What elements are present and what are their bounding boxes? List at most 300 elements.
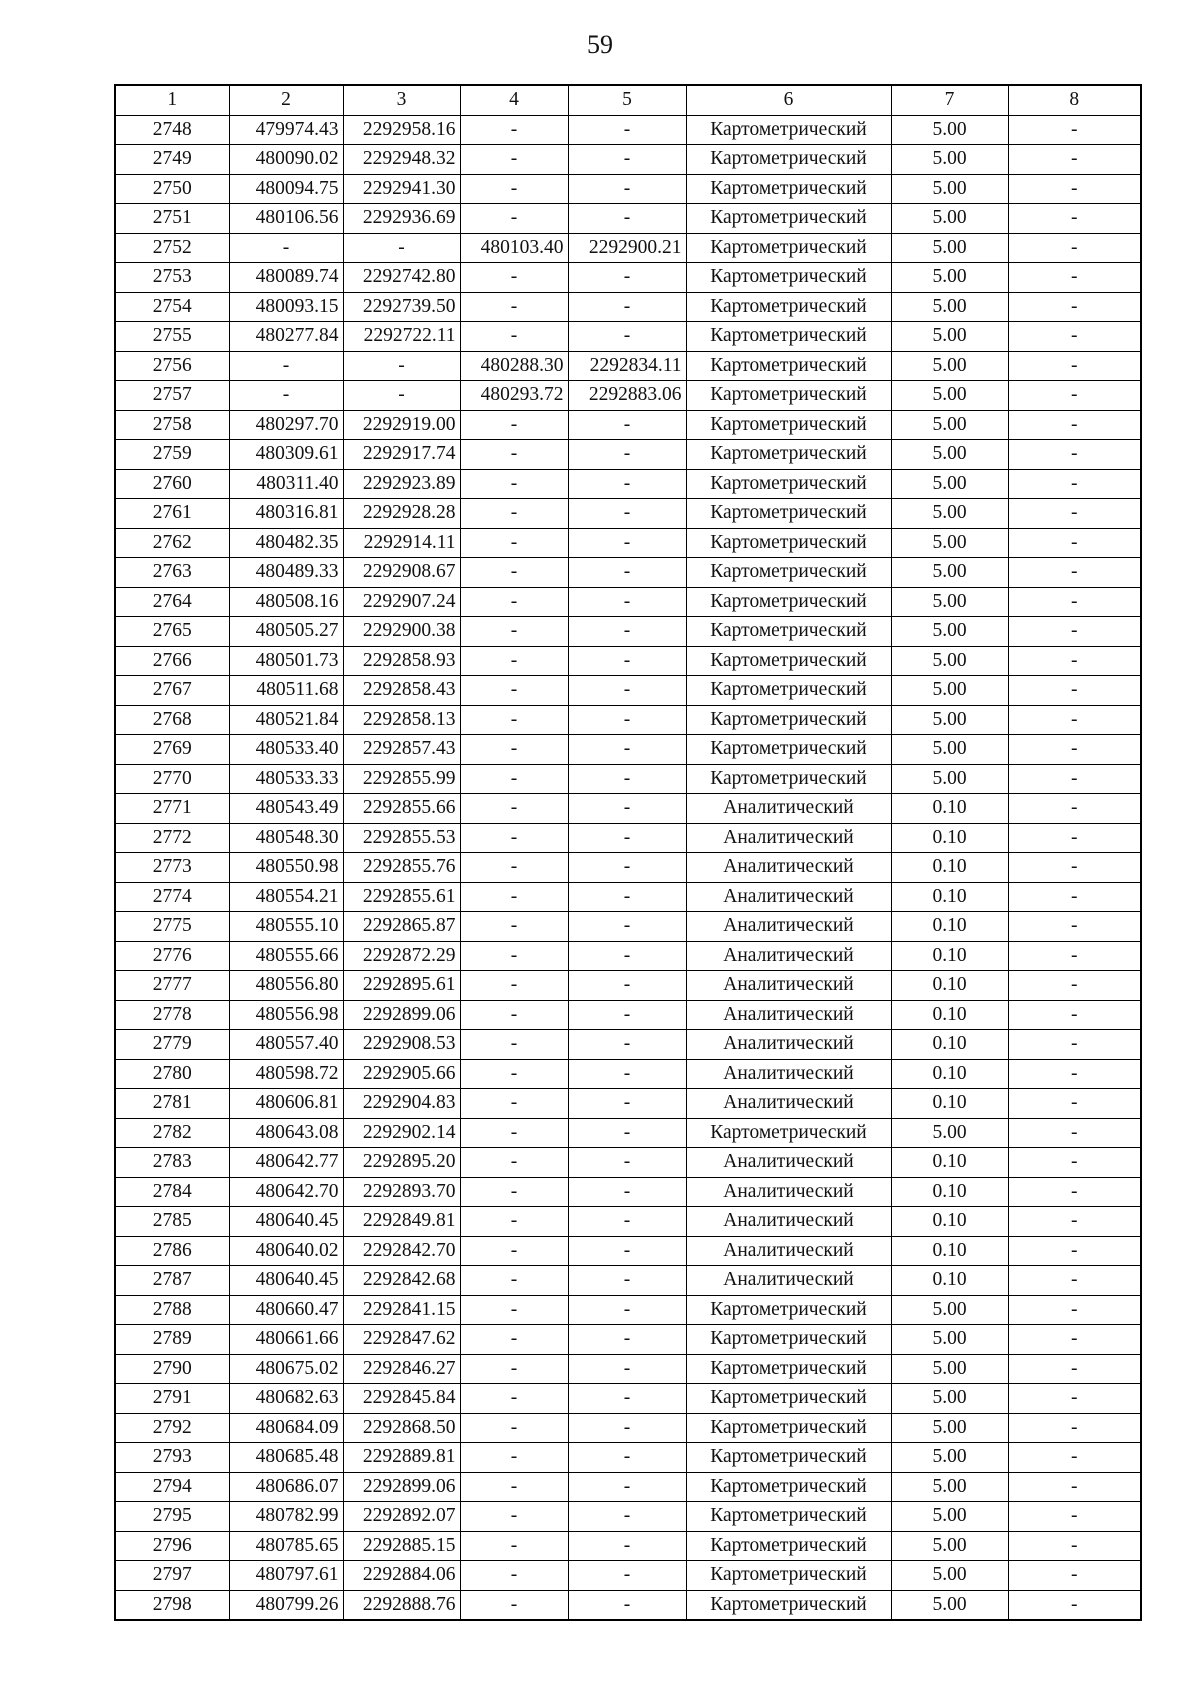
accuracy-cell: 0.10 [891,794,1008,824]
y-coordinate-alt-cell: - [568,322,686,352]
point-number-cell: 2767 [115,676,229,706]
point-number-cell: 2757 [115,381,229,411]
x-coordinate-cell: 480297.70 [229,410,343,440]
table-row [115,233,1141,263]
table-row [115,1000,1141,1030]
table-row [115,853,1141,883]
note-cell: - [1008,499,1141,529]
table-row [115,912,1141,942]
y-coordinate-cell: 2292908.53 [343,1030,460,1060]
method-cell: Аналитический [686,823,891,853]
note-cell: - [1008,233,1141,263]
x-coordinate-alt-cell: - [460,941,568,971]
accuracy-cell: 0.10 [891,912,1008,942]
accuracy-cell: 5.00 [891,676,1008,706]
table-row [115,1059,1141,1089]
x-coordinate-cell: 480640.45 [229,1207,343,1237]
note-cell: - [1008,145,1141,175]
y-coordinate-alt-cell: - [568,1177,686,1207]
y-coordinate-alt-cell: - [568,1000,686,1030]
method-cell: Аналитический [686,794,891,824]
x-coordinate-alt-cell: - [460,1590,568,1620]
table-row [115,646,1141,676]
method-cell: Картометрический [686,322,891,352]
x-coordinate-alt-cell: - [460,794,568,824]
note-cell: - [1008,204,1141,234]
y-coordinate-alt-cell: - [568,587,686,617]
y-coordinate-alt-cell: - [568,646,686,676]
y-coordinate-cell: 2292872.29 [343,941,460,971]
y-coordinate-alt-cell: - [568,1030,686,1060]
accuracy-cell: 0.10 [891,1266,1008,1296]
table-row [115,440,1141,470]
method-cell: Картометрический [686,1413,891,1443]
method-cell: Картометрический [686,617,891,647]
y-coordinate-alt-cell: 2292900.21 [568,233,686,263]
note-cell: - [1008,1502,1141,1532]
table-row [115,971,1141,1001]
y-coordinate-cell: 2292923.89 [343,469,460,499]
table-row [115,1561,1141,1591]
x-coordinate-cell: 479974.43 [229,115,343,145]
x-coordinate-alt-cell: - [460,587,568,617]
point-number-cell: 2786 [115,1236,229,1266]
x-coordinate-cell: 480543.49 [229,794,343,824]
y-coordinate-cell: 2292845.84 [343,1384,460,1414]
y-coordinate-alt-cell: 2292834.11 [568,351,686,381]
x-coordinate-alt-cell: - [460,410,568,440]
table-row [115,558,1141,588]
method-cell: Картометрический [686,1354,891,1384]
accuracy-cell: 5.00 [891,322,1008,352]
accuracy-cell: 0.10 [891,1000,1008,1030]
note-cell: - [1008,410,1141,440]
y-coordinate-cell: 2292858.13 [343,705,460,735]
column-header: 6 [686,85,891,115]
method-cell: Картометрический [686,1472,891,1502]
y-coordinate-cell: 2292858.93 [343,646,460,676]
method-cell: Картометрический [686,292,891,322]
x-coordinate-cell: 480554.21 [229,882,343,912]
method-cell: Аналитический [686,1266,891,1296]
x-coordinate-alt-cell: - [460,145,568,175]
accuracy-cell: 5.00 [891,381,1008,411]
table-row [115,1295,1141,1325]
accuracy-cell: 5.00 [891,705,1008,735]
y-coordinate-cell: 2292855.76 [343,853,460,883]
table-row [115,1325,1141,1355]
accuracy-cell: 0.10 [891,971,1008,1001]
y-coordinate-alt-cell: - [568,853,686,883]
y-coordinate-cell: 2292855.53 [343,823,460,853]
y-coordinate-cell: 2292742.80 [343,263,460,293]
x-coordinate-cell: 480521.84 [229,705,343,735]
table-row [115,617,1141,647]
y-coordinate-alt-cell: - [568,1561,686,1591]
point-number-cell: 2756 [115,351,229,381]
y-coordinate-alt-cell: - [568,764,686,794]
x-coordinate-alt-cell: - [460,1118,568,1148]
table-row [115,823,1141,853]
table-row [115,1413,1141,1443]
table-row [115,469,1141,499]
x-coordinate-alt-cell: - [460,292,568,322]
point-number-cell: 2793 [115,1443,229,1473]
point-number-cell: 2779 [115,1030,229,1060]
y-coordinate-alt-cell: - [568,558,686,588]
table-row [115,322,1141,352]
x-coordinate-cell: 480606.81 [229,1089,343,1119]
x-coordinate-cell: 480501.73 [229,646,343,676]
y-coordinate-cell: 2292948.32 [343,145,460,175]
table-row [115,882,1141,912]
accuracy-cell: 0.10 [891,1089,1008,1119]
point-number-cell: 2764 [115,587,229,617]
accuracy-cell: 0.10 [891,823,1008,853]
method-cell: Картометрический [686,410,891,440]
point-number-cell: 2784 [115,1177,229,1207]
x-coordinate-cell: 480799.26 [229,1590,343,1620]
y-coordinate-cell: 2292936.69 [343,204,460,234]
point-number-cell: 2775 [115,912,229,942]
y-coordinate-cell: 2292889.81 [343,1443,460,1473]
table-row [115,1148,1141,1178]
point-number-cell: 2755 [115,322,229,352]
method-cell: Картометрический [686,204,891,234]
column-header: 7 [891,85,1008,115]
x-coordinate-alt-cell: - [460,469,568,499]
accuracy-cell: 5.00 [891,410,1008,440]
table-row [115,204,1141,234]
note-cell: - [1008,676,1141,706]
y-coordinate-alt-cell: - [568,617,686,647]
x-coordinate-cell: 480557.40 [229,1030,343,1060]
note-cell: - [1008,1561,1141,1591]
point-number-cell: 2777 [115,971,229,1001]
method-cell: Картометрический [686,115,891,145]
point-number-cell: 2762 [115,528,229,558]
point-number-cell: 2794 [115,1472,229,1502]
x-coordinate-cell: 480089.74 [229,263,343,293]
note-cell: - [1008,1089,1141,1119]
x-coordinate-cell: 480548.30 [229,823,343,853]
x-coordinate-alt-cell: - [460,204,568,234]
y-coordinate-cell: 2292722.11 [343,322,460,352]
x-coordinate-alt-cell: - [460,1236,568,1266]
method-cell: Картометрический [686,558,891,588]
y-coordinate-cell: 2292847.62 [343,1325,460,1355]
method-cell: Аналитический [686,1089,891,1119]
note-cell: - [1008,1059,1141,1089]
y-coordinate-alt-cell: - [568,263,686,293]
note-cell: - [1008,735,1141,765]
y-coordinate-cell: - [343,233,460,263]
accuracy-cell: 5.00 [891,1561,1008,1591]
table-row [115,1118,1141,1148]
table-row [115,292,1141,322]
method-cell: Аналитический [686,1177,891,1207]
method-cell: Аналитический [686,1000,891,1030]
x-coordinate-cell: 480489.33 [229,558,343,588]
accuracy-cell: 0.10 [891,1059,1008,1089]
y-coordinate-cell: 2292865.87 [343,912,460,942]
x-coordinate-cell: 480106.56 [229,204,343,234]
y-coordinate-cell: 2292842.70 [343,1236,460,1266]
y-coordinate-alt-cell: 2292883.06 [568,381,686,411]
method-cell: Аналитический [686,1059,891,1089]
point-number-cell: 2791 [115,1384,229,1414]
note-cell: - [1008,528,1141,558]
y-coordinate-cell: - [343,351,460,381]
accuracy-cell: 5.00 [891,1295,1008,1325]
method-cell: Картометрический [686,735,891,765]
y-coordinate-alt-cell: - [568,912,686,942]
x-coordinate-cell: 480511.68 [229,676,343,706]
method-cell: Аналитический [686,853,891,883]
point-number-cell: 2781 [115,1089,229,1119]
point-number-cell: 2748 [115,115,229,145]
y-coordinate-alt-cell: - [568,410,686,440]
point-number-cell: 2785 [115,1207,229,1237]
accuracy-cell: 5.00 [891,764,1008,794]
x-coordinate-alt-cell: - [460,1531,568,1561]
accuracy-cell: 5.00 [891,1472,1008,1502]
y-coordinate-cell: 2292858.43 [343,676,460,706]
x-coordinate-cell: 480533.40 [229,735,343,765]
y-coordinate-cell: 2292846.27 [343,1354,460,1384]
x-coordinate-alt-cell: - [460,1030,568,1060]
x-coordinate-alt-cell: - [460,1295,568,1325]
column-header: 5 [568,85,686,115]
note-cell: - [1008,617,1141,647]
column-header: 3 [343,85,460,115]
y-coordinate-alt-cell: - [568,1413,686,1443]
x-coordinate-alt-cell: - [460,853,568,883]
y-coordinate-alt-cell: - [568,882,686,912]
accuracy-cell: 5.00 [891,617,1008,647]
y-coordinate-alt-cell: - [568,1295,686,1325]
note-cell: - [1008,823,1141,853]
method-cell: Картометрический [686,587,891,617]
table-row [115,1030,1141,1060]
note-cell: - [1008,1590,1141,1620]
y-coordinate-cell: 2292857.43 [343,735,460,765]
accuracy-cell: 5.00 [891,174,1008,204]
point-number-cell: 2769 [115,735,229,765]
accuracy-cell: 5.00 [891,1384,1008,1414]
method-cell: Картометрический [686,381,891,411]
y-coordinate-cell: 2292855.99 [343,764,460,794]
method-cell: Картометрический [686,174,891,204]
table-row [115,1472,1141,1502]
note-cell: - [1008,882,1141,912]
point-number-cell: 2751 [115,204,229,234]
x-coordinate-alt-cell: - [460,1413,568,1443]
note-cell: - [1008,705,1141,735]
x-coordinate-cell: 480685.48 [229,1443,343,1473]
note-cell: - [1008,1295,1141,1325]
y-coordinate-alt-cell: - [568,1472,686,1502]
y-coordinate-cell: 2292739.50 [343,292,460,322]
note-cell: - [1008,263,1141,293]
note-cell: - [1008,794,1141,824]
method-cell: Аналитический [686,1030,891,1060]
table-row [115,499,1141,529]
y-coordinate-cell: 2292892.07 [343,1502,460,1532]
point-number-cell: 2790 [115,1354,229,1384]
x-coordinate-cell: 480642.70 [229,1177,343,1207]
note-cell: - [1008,1030,1141,1060]
x-coordinate-alt-cell: 480293.72 [460,381,568,411]
note-cell: - [1008,1325,1141,1355]
y-coordinate-alt-cell: - [568,1059,686,1089]
x-coordinate-alt-cell: - [460,322,568,352]
y-coordinate-cell: 2292855.66 [343,794,460,824]
y-coordinate-alt-cell: - [568,1354,686,1384]
x-coordinate-alt-cell: - [460,263,568,293]
table-row [115,735,1141,765]
y-coordinate-cell: 2292841.15 [343,1295,460,1325]
y-coordinate-alt-cell: - [568,204,686,234]
point-number-cell: 2776 [115,941,229,971]
method-cell: Аналитический [686,1236,891,1266]
point-number-cell: 2772 [115,823,229,853]
accuracy-cell: 5.00 [891,499,1008,529]
note-cell: - [1008,115,1141,145]
x-coordinate-alt-cell: - [460,174,568,204]
x-coordinate-cell: 480316.81 [229,499,343,529]
y-coordinate-cell: - [343,381,460,411]
x-coordinate-cell: 480782.99 [229,1502,343,1532]
point-number-cell: 2792 [115,1413,229,1443]
y-coordinate-alt-cell: - [568,1148,686,1178]
note-cell: - [1008,1207,1141,1237]
point-number-cell: 2774 [115,882,229,912]
y-coordinate-alt-cell: - [568,1325,686,1355]
x-coordinate-alt-cell: - [460,1059,568,1089]
accuracy-cell: 5.00 [891,587,1008,617]
x-coordinate-cell: 480550.98 [229,853,343,883]
method-cell: Аналитический [686,1207,891,1237]
accuracy-cell: 5.00 [891,1502,1008,1532]
x-coordinate-cell: 480533.33 [229,764,343,794]
method-cell: Картометрический [686,263,891,293]
y-coordinate-cell: 2292900.38 [343,617,460,647]
x-coordinate-cell: 480482.35 [229,528,343,558]
table-row [115,1266,1141,1296]
accuracy-cell: 0.10 [891,1236,1008,1266]
x-coordinate-cell: 480309.61 [229,440,343,470]
y-coordinate-cell: 2292907.24 [343,587,460,617]
y-coordinate-cell: 2292868.50 [343,1413,460,1443]
x-coordinate-cell: 480640.02 [229,1236,343,1266]
note-cell: - [1008,941,1141,971]
y-coordinate-alt-cell: - [568,941,686,971]
x-coordinate-alt-cell: - [460,1148,568,1178]
note-cell: - [1008,1354,1141,1384]
y-coordinate-alt-cell: - [568,115,686,145]
note-cell: - [1008,381,1141,411]
x-coordinate-alt-cell: - [460,912,568,942]
table-row [115,1089,1141,1119]
accuracy-cell: 5.00 [891,1413,1008,1443]
point-number-cell: 2765 [115,617,229,647]
point-number-cell: 2783 [115,1148,229,1178]
x-coordinate-cell: 480642.77 [229,1148,343,1178]
y-coordinate-alt-cell: - [568,676,686,706]
point-number-cell: 2752 [115,233,229,263]
point-number-cell: 2754 [115,292,229,322]
x-coordinate-alt-cell: - [460,115,568,145]
x-coordinate-cell: 480277.84 [229,322,343,352]
accuracy-cell: 5.00 [891,1443,1008,1473]
table-row [115,528,1141,558]
table-header-row [115,85,1141,115]
y-coordinate-cell: 2292888.76 [343,1590,460,1620]
x-coordinate-cell: 480686.07 [229,1472,343,1502]
y-coordinate-cell: 2292941.30 [343,174,460,204]
y-coordinate-alt-cell: - [568,528,686,558]
note-cell: - [1008,351,1141,381]
y-coordinate-cell: 2292919.00 [343,410,460,440]
note-cell: - [1008,1177,1141,1207]
table-row [115,1207,1141,1237]
y-coordinate-alt-cell: - [568,1384,686,1414]
note-cell: - [1008,1472,1141,1502]
point-number-cell: 2782 [115,1118,229,1148]
method-cell: Картометрический [686,145,891,175]
method-cell: Картометрический [686,1443,891,1473]
point-number-cell: 2759 [115,440,229,470]
x-coordinate-cell: 480640.45 [229,1266,343,1296]
point-number-cell: 2749 [115,145,229,175]
method-cell: Картометрический [686,705,891,735]
x-coordinate-cell: 480682.63 [229,1384,343,1414]
table-row [115,145,1141,175]
table-row [115,676,1141,706]
point-number-cell: 2795 [115,1502,229,1532]
table-row [115,1531,1141,1561]
y-coordinate-alt-cell: - [568,145,686,175]
table-body [115,115,1141,1620]
accuracy-cell: 0.10 [891,941,1008,971]
method-cell: Картометрический [686,1118,891,1148]
y-coordinate-alt-cell: - [568,499,686,529]
y-coordinate-alt-cell: - [568,1502,686,1532]
method-cell: Картометрический [686,351,891,381]
x-coordinate-alt-cell: - [460,1177,568,1207]
x-coordinate-alt-cell: - [460,764,568,794]
x-coordinate-cell: 480598.72 [229,1059,343,1089]
point-number-cell: 2788 [115,1295,229,1325]
accuracy-cell: 5.00 [891,1118,1008,1148]
y-coordinate-cell: 2292895.20 [343,1148,460,1178]
accuracy-cell: 0.10 [891,1207,1008,1237]
y-coordinate-cell: 2292908.67 [343,558,460,588]
y-coordinate-cell: 2292849.81 [343,1207,460,1237]
y-coordinate-alt-cell: - [568,469,686,499]
x-coordinate-alt-cell: - [460,823,568,853]
x-coordinate-alt-cell: - [460,735,568,765]
note-cell: - [1008,1413,1141,1443]
y-coordinate-cell: 2292842.68 [343,1266,460,1296]
method-cell: Картометрический [686,233,891,263]
note-cell: - [1008,469,1141,499]
table-row [115,1443,1141,1473]
x-coordinate-alt-cell: - [460,1325,568,1355]
y-coordinate-alt-cell: - [568,1236,686,1266]
table-row [115,115,1141,145]
